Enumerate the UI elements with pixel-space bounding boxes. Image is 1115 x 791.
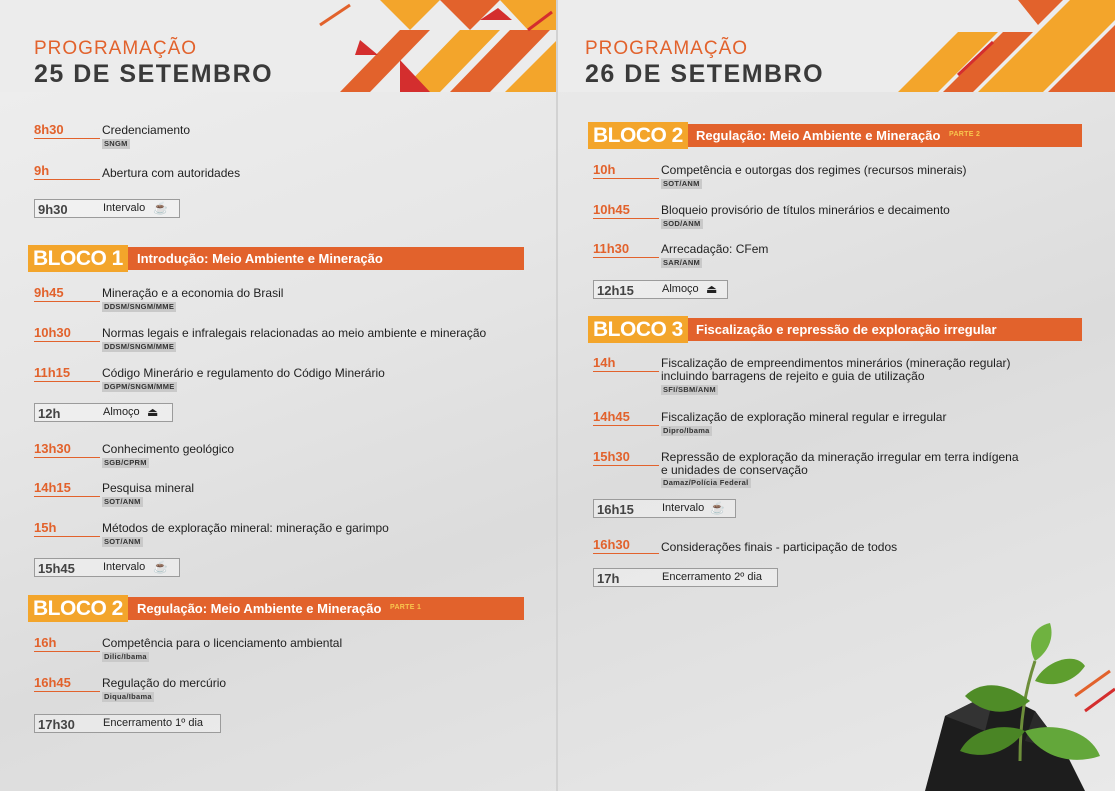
item-time: 10h (593, 162, 616, 177)
item-title: Código Minerário e regulamento do Código Minerário (102, 366, 385, 380)
item-time: 15h (34, 520, 57, 535)
schedule-item (34, 365, 514, 393)
break-label: Intervalo (103, 561, 146, 573)
item-org-tag: Diqua/Ibama (104, 692, 152, 701)
lunch-box (593, 280, 728, 299)
bloco-title: Regulação: Meio Ambiente e Mineração (696, 128, 941, 143)
item-time: 14h (593, 355, 616, 370)
schedule-item (34, 122, 514, 150)
schedule-item (593, 449, 1073, 489)
schedule-item (34, 675, 514, 703)
schedule-item (34, 520, 514, 548)
item-time: 9h (34, 163, 50, 178)
day2-date: 26 DE SETEMBRO (585, 60, 825, 88)
item-time: 10h30 (34, 325, 71, 340)
item-org-tag: DDSM/SNGM/MME (104, 302, 175, 311)
item-title: Bloqueio provisório de títulos minerários e decaimento (661, 203, 950, 217)
item-title: Competência para o licenciamento ambiental (102, 636, 343, 650)
lunch-cloche-icon: ⏏ (147, 405, 159, 419)
day2-header-decoration (898, 0, 1115, 92)
break-time: 15h45 (38, 561, 75, 576)
bloco-header (28, 597, 524, 620)
lunch-label: Almoço (103, 406, 140, 418)
item-time: 16h (34, 635, 57, 650)
time-underline (593, 371, 659, 372)
programacao-label: PROGRAMAÇÃO (34, 38, 198, 59)
end-day-box (34, 714, 221, 733)
schedule-item (593, 202, 1073, 230)
break-box (34, 558, 180, 577)
item-org-tag: DDSM/SNGM/MME (104, 342, 175, 351)
lunch-box (34, 403, 173, 422)
coffee-icon: ☕ (710, 501, 725, 515)
item-time: 14h45 (593, 409, 630, 424)
bloco-name: BLOCO 3 (588, 316, 688, 343)
time-underline (34, 496, 100, 497)
schedule-item (34, 285, 514, 313)
schedule-item (34, 325, 514, 353)
item-title: Conhecimento geológico (102, 442, 235, 456)
item-time: 16h45 (34, 675, 71, 690)
item-org-tag: SOT/ANM (104, 537, 141, 546)
item-time: 10h45 (593, 202, 630, 217)
bloco-name: BLOCO 1 (28, 245, 128, 272)
time-underline (34, 341, 100, 342)
item-title: Pesquisa mineral (102, 481, 195, 495)
item-org-tag: SGB/CPRM (104, 458, 147, 467)
time-underline (593, 257, 659, 258)
item-time: 16h30 (593, 537, 630, 552)
item-title: Competência e outorgas dos regimes (recursos minerais) (661, 163, 967, 177)
time-underline (34, 138, 100, 139)
programacao-label: PROGRAMAÇÃO (585, 38, 749, 59)
item-time: 14h15 (34, 480, 71, 495)
item-title: Métodos de exploração mineral: mineração e garimpo (102, 521, 389, 535)
time-underline (593, 218, 659, 219)
item-time: 9h45 (34, 285, 64, 300)
coffee-icon: ☕ (153, 201, 168, 215)
item-title: Fiscalização de exploração mineral regular e irregular (661, 410, 947, 424)
schedule-item (34, 480, 514, 508)
item-org-tag: DGPM/SNGM/MME (104, 382, 175, 391)
item-org-tag: SNGM (104, 139, 128, 148)
break-time: 9h30 (38, 202, 68, 217)
bloco-header (588, 318, 1082, 341)
bloco-bar (128, 247, 524, 270)
item-org-tag: Dilic/Ibama (104, 652, 147, 661)
end-day-box (593, 568, 778, 587)
day1-page (0, 0, 557, 791)
day1-header-decoration (300, 0, 557, 92)
bloco-title: Fiscalização e repressão de exploração irregular (696, 322, 997, 337)
item-org-tag: SAR/ANM (663, 258, 701, 267)
bloco-header (28, 247, 524, 270)
bloco-bar (687, 318, 1082, 341)
item-time: 13h30 (34, 441, 71, 456)
item-org-tag: Dipro/Ibama (663, 426, 710, 435)
time-underline (34, 691, 100, 692)
bloco-part-label: PARTE 1 (390, 604, 422, 611)
schedule-item (593, 241, 1073, 269)
time-underline (593, 553, 659, 554)
end-time: 17h (597, 571, 620, 586)
time-underline (34, 651, 100, 652)
item-org-tag: SFI/SBM/ANM (663, 385, 716, 394)
bloco-header (588, 124, 1082, 147)
item-title-line2: incluindo barragens de rejeito e guia de utilização (661, 369, 925, 383)
time-underline (34, 457, 100, 458)
item-title-line2: e unidades de conservação (661, 463, 808, 477)
schedule-item (34, 163, 514, 183)
break-time: 16h15 (597, 502, 634, 517)
item-title: Considerações finais - participação de todos (661, 540, 898, 554)
schedule-item (593, 409, 1073, 437)
item-org-tag: SOT/ANM (663, 179, 700, 188)
schedule-item (593, 537, 1073, 557)
schedule-item (593, 355, 1073, 395)
schedule-item (593, 162, 1073, 190)
item-title: Fiscalização de empreendimentos minerários (mineração regular) (661, 356, 1011, 370)
end-label: Encerramento 1º dia (103, 717, 204, 729)
bloco-title: Introdução: Meio Ambiente e Mineração (137, 251, 383, 266)
item-time: 11h30 (593, 241, 630, 256)
time-underline (34, 536, 100, 537)
item-org-tag: SOD/ANM (663, 219, 701, 228)
break-box (34, 199, 180, 218)
day1-date: 25 DE SETEMBRO (34, 60, 274, 88)
item-time: 8h30 (34, 122, 64, 137)
item-org-tag: Damaz/Polícia Federal (663, 478, 749, 487)
coffee-icon: ☕ (153, 560, 168, 574)
bloco-bar (687, 124, 1082, 147)
time-underline (34, 301, 100, 302)
bloco-part-label: PARTE 2 (949, 131, 981, 138)
item-title: Abertura com autoridades (102, 166, 241, 180)
lunch-time: 12h (38, 406, 61, 421)
item-title: Arrecadação: CFem (661, 242, 769, 256)
plant-on-rock-illustration (925, 621, 1115, 791)
bloco-name: BLOCO 2 (28, 595, 128, 622)
time-underline (34, 381, 100, 382)
item-title: Normas legais e infralegais relacionadas ao meio ambiente e mineração (102, 326, 487, 340)
item-title: Regulação do mercúrio (102, 676, 227, 690)
item-time: 11h15 (34, 365, 71, 380)
time-underline (34, 179, 100, 180)
item-title: Credenciamento (102, 123, 191, 137)
lunch-label: Almoço (662, 283, 699, 295)
schedule-item (34, 635, 514, 663)
break-label: Intervalo (103, 202, 146, 214)
time-underline (593, 178, 659, 179)
day2-page (558, 0, 1115, 791)
item-title: Mineração e a economia do Brasil (102, 286, 284, 300)
bloco-name: BLOCO 2 (588, 122, 688, 149)
bloco-bar (128, 597, 524, 620)
end-time: 17h30 (38, 717, 75, 732)
break-label: Intervalo (662, 502, 705, 514)
item-org-tag: SOT/ANM (104, 497, 141, 506)
time-underline (593, 465, 659, 466)
end-label: Encerramento 2º dia (662, 571, 763, 583)
schedule-item (34, 441, 514, 469)
item-title: Repressão de exploração da mineração irregular em terra indígena (661, 450, 1019, 464)
item-time: 15h30 (593, 449, 630, 464)
break-box (593, 499, 736, 518)
time-underline (593, 425, 659, 426)
lunch-cloche-icon: ⏏ (706, 282, 718, 296)
lunch-time: 12h15 (597, 283, 634, 298)
bloco-title: Regulação: Meio Ambiente e Mineração (137, 601, 382, 616)
